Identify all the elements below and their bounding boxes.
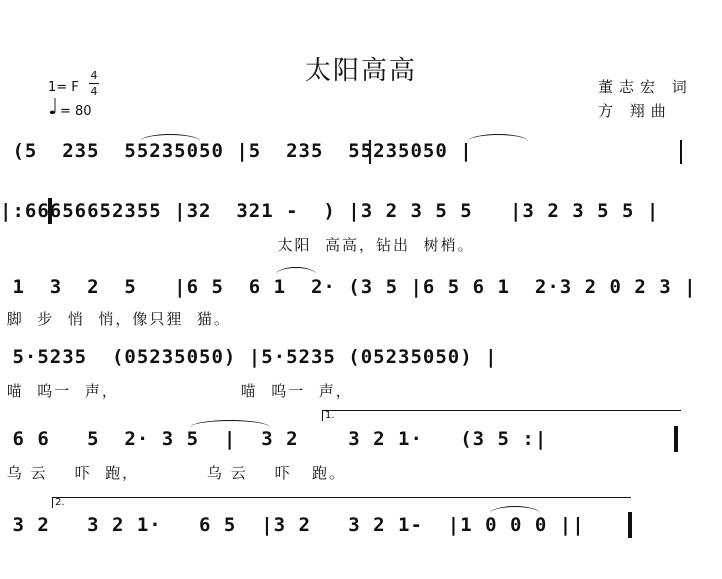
barline [680, 140, 682, 164]
second-ending-bracket [52, 497, 631, 508]
slur [468, 134, 528, 149]
notation-row-2: |:66656652355 |32 321 - ) |3 2 3 5 5 |3 2 3 5 5 | [0, 200, 660, 222]
time-signature-bottom: 4 [90, 85, 98, 98]
slur [490, 506, 540, 521]
barline [369, 140, 371, 164]
time-signature-divider [89, 83, 99, 84]
lyrics-row-2: 太阳 高高，钻出 树梢。 [0, 236, 475, 254]
lyrics-row-5: 乌 云 吓 跑， 乌 云 吓 跑。 [0, 464, 346, 482]
composer-credit: 方 翔曲 [598, 102, 672, 120]
repeat-start-barline [48, 198, 52, 224]
repeat-end-barline [674, 426, 678, 452]
slur [190, 420, 270, 435]
notation-row-6: 3 2 3 2 1· 6 5 |3 2 3 2 1- |1 0 0 0 || [0, 514, 585, 536]
slur [140, 134, 200, 149]
lyricist-credit: 董志宏 词 [598, 78, 693, 96]
lyrics-row-4: 喵 呜一 声， 喵 呜一 声， [0, 382, 353, 400]
final-barline [628, 512, 632, 538]
tempo-marking: = 80 [60, 104, 92, 119]
time-signature-top: 4 [90, 69, 98, 82]
notation-row-1: (5 235 55235050 |5 235 55235050 | [0, 140, 473, 162]
first-ending-number: 1. [325, 410, 335, 421]
notation-row-4: 5·5235 (05235050) |5·5235 (05235050) | [0, 346, 498, 368]
song-title: 太阳高高 [304, 56, 417, 86]
slur [276, 267, 316, 282]
second-ending-number: 2. [55, 497, 65, 508]
lyrics-row-3: 脚 步 悄 悄，像只狸 猫。 [0, 310, 231, 328]
notation-row-5: 6 6 5 2· 3 5 | 3 2 3 2 1· (3 5 :| [0, 428, 548, 450]
quarter-note-icon: ♩ [48, 95, 59, 120]
first-ending-bracket [322, 410, 681, 421]
key-signature: 1= F [48, 80, 79, 95]
notation-row-3: 1 3 2 5 |6 5 6 1 2· (3 5 |6 5 6 1 2·3 2 0 2 3 | [0, 276, 697, 298]
